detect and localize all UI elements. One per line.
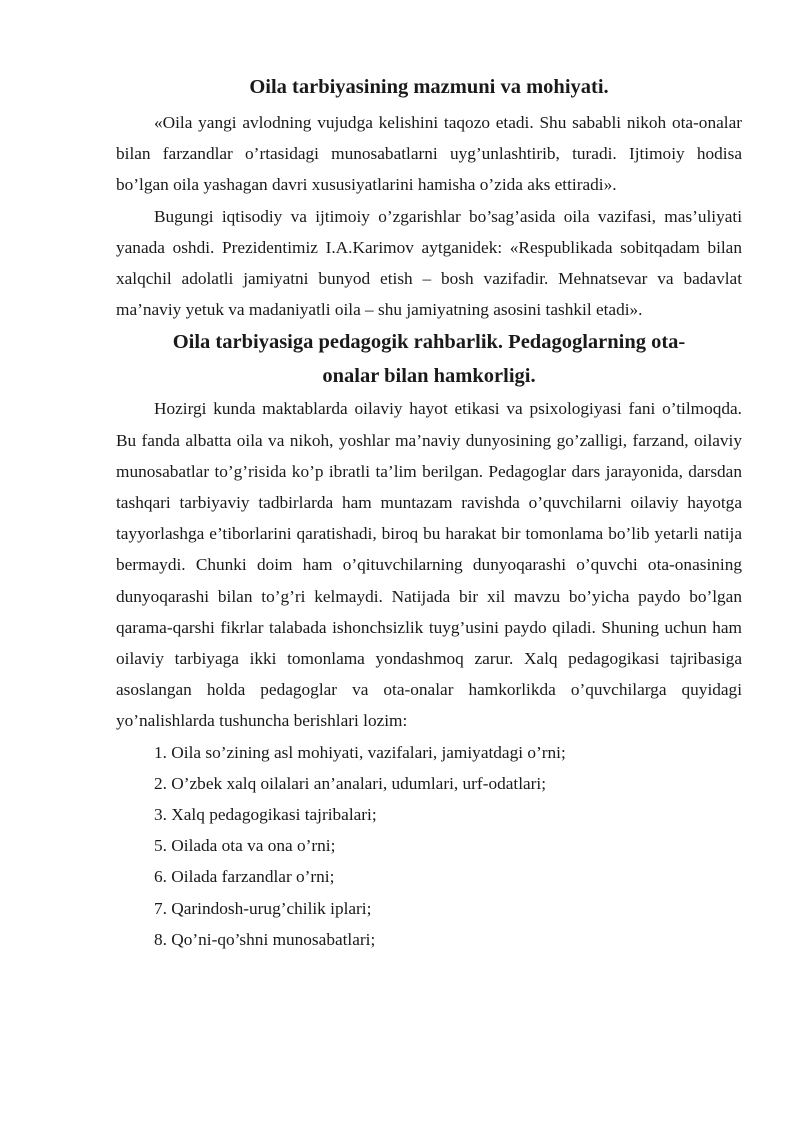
topic-list	[116, 737, 742, 955]
paragraph: «Oila yangi avlodning vujudga kelishini taqozo etadi. Shu sababli nikoh ota-onalar bilan farzandlar o’rtasidagi munosabatlarni uyg’unlashtirib, turadi. Ijtimoiy hodisa bo’lgan oila yashagan davri xususiyatlarini hamisha o’zida aks ettiradi».	[116, 113, 742, 195]
list-item: 6. Oilada farzandlar o’rni;	[154, 867, 335, 887]
list-item: 3. Xalq pedagogikasi tajribalari;	[154, 805, 377, 825]
list-item: 8. Qo’ni-qo’shni munosabatlari;	[154, 929, 376, 949]
document-page	[116, 70, 742, 955]
list-item: 1. Oila so’zining asl mohiyati, vazifalari, jamiyatdagi o’rni;	[154, 742, 566, 762]
section-heading	[116, 325, 742, 393]
list-item: 5. Oilada ota va ona o’rni;	[154, 836, 336, 856]
list-item: 2. O’zbek xalq oilalari an’analari, udumlari, urf-odatlari;	[154, 773, 547, 793]
paragraph: Hozirgi kunda maktablarda oilaviy hayot etikasi va psixologiyasi fani o’tilmoqda. Bu fanda albatta oila va nikoh, yoshlar ma’naviy dunyosining go’zalligi, farzand, oilaviy munosabatlar to’g’risida ko’p ibratli ta’lim berilgan. Pedagoglar dars jarayonida, darsdan tashqari tarbiyaviy tadbirlarda ham muntazam ravishda o’quvchilarni oilaviy hayotga tayyorlashga e’tiborlarini qaratishadi, biroq bu harakat bir tomonlama bo’lib yetarli natija bermaydi. Chunki doim ham o’qituvchilarning dunyoqarashi o’quvchi ota-onasining dunyoqarashi bilan to’g’ri kelmaydi. Natijada bir xil mavzu bo’yicha paydo bo’lgan qarama-qarshi fikrlar talabada ishonchsizlik tuyg’usini paydo qiladi. Shuning uchun ham oilaviy tarbiyaga ikki tomonlama yondashmoq zarur. Xalq pedagogikasi tajribasiga asoslangan holda pedagoglar va ota-onalar hamkorlikda o’quvchilarga quyidagi yo’nalishlarda tushuncha berishlari lozim:	[116, 399, 742, 731]
section-heading-line: onalar bilan hamkorligi.	[322, 365, 536, 388]
section-heading-line: Oila tarbiyasiga pedagogik rahbarlik. Pedagoglarning ota-	[172, 331, 686, 354]
paragraph: Bugungi iqtisodiy va ijtimoiy o’zgarishlar bo’sag’asida oila vazifasi, mas’uliyati yanada oshdi. Prezidentimiz I.A.Karimov aytganidek: «Respublikada sobitqadam bilan xalqchil adolatli jamiyatni bunyod etish – bosh vazifadir. Mehnatsevar va badavlat ma’naviy yetuk va madaniyatli oila – shu jamiyatning asosini tashkil etadi».	[116, 206, 742, 320]
list-item: 7. Qarindosh-urug’chilik iplari;	[154, 898, 372, 918]
document-title: Oila tarbiyasining mazmuni va mohiyati.	[249, 76, 609, 98]
